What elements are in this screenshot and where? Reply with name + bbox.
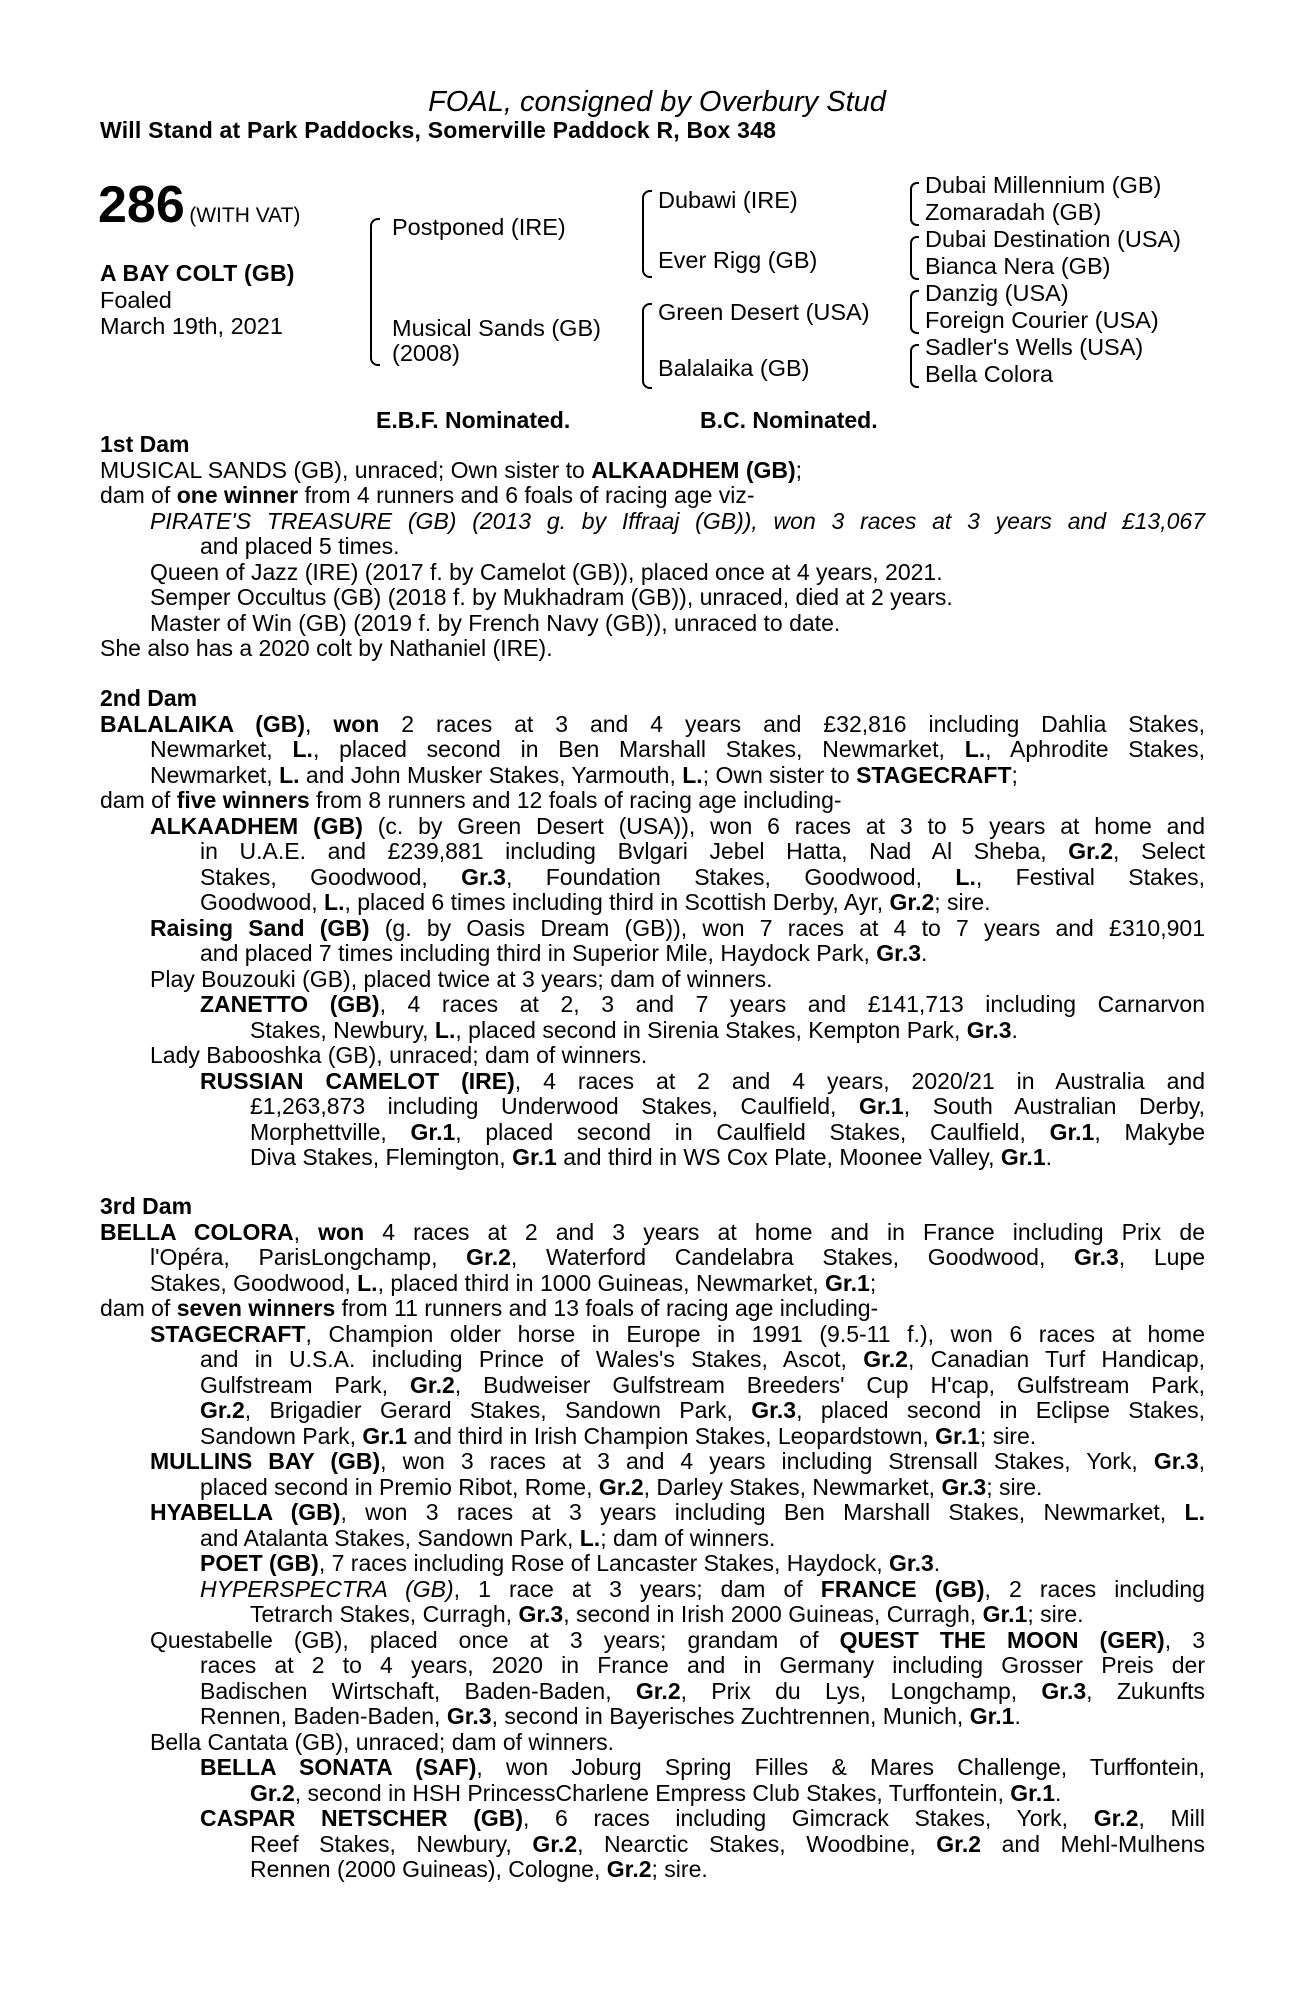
first-dam-line: She also has a 2020 colt by Nathaniel (IRE). <box>100 635 553 661</box>
second-dam-line: and placed 7 times including third in Superior Mile, Haydock Park, Gr.3. <box>200 940 928 966</box>
first-dam-section <box>100 432 1205 662</box>
ggp-brace-3 <box>910 290 919 334</box>
ggp-brace-4 <box>910 344 919 388</box>
third-dam-line: races at 2 to 4 years, 2020 in France and in Germany including Grosser Preis der <box>200 1652 1205 1678</box>
second-dam-line: Goodwood, L., placed 6 times including third in Scottish Derby, Ayr, Gr.2; sire. <box>200 889 991 915</box>
ggp-4: Bianca Nera (GB) <box>925 253 1111 279</box>
third-dam-line: Gr.2, second in HSH PrincessCharlene Empress Club Stakes, Turffontein, Gr.1. <box>250 1779 1062 1806</box>
second-dam-line: dam of five winners from 8 runners and 12 foals of racing age including- <box>100 787 842 813</box>
lot-number: 286 <box>98 176 185 234</box>
location-line: Will Stand at Park Paddocks, Somerville Paddock R, Box 348 <box>100 117 777 143</box>
third-dam-line: and in U.S.A. including Prince of Wales's Stakes, Ascot, Gr.2, Canadian Turf Handicap, <box>200 1346 1205 1372</box>
pedigree-brace-main <box>370 218 380 366</box>
third-dam-heading: 3rd Dam <box>100 1193 193 1219</box>
second-dam-heading: 2nd Dam <box>100 685 198 711</box>
third-dam-line: Questabelle (GB), placed once at 3 years; grandam of QUEST THE MOON (GER), 3 <box>150 1626 1205 1653</box>
third-dam-line: l'Opéra, ParisLongchamp, Gr.2, Waterford Candelabra Stakes, Goodwood, Gr.3, Lupe <box>150 1244 1205 1270</box>
second-dam-line: Newmarket, L. and John Musker Stakes, Yarmouth, L.; Own sister to STAGECRAFT; <box>150 761 1018 788</box>
first-dam-line: dam of one winner from 4 runners and 6 foals of racing age viz- <box>100 482 755 508</box>
ggp-7: Sadler's Wells (USA) <box>925 334 1144 360</box>
third-dam-line: Sandown Park, Gr.1 and third in Irish Champion Stakes, Leopardstown, Gr.1; sire. <box>200 1422 1037 1449</box>
third-dam-line: HYABELLA (GB), won 3 races at 3 years including Ben Marshall Stakes, Newmarket, L. <box>150 1499 1205 1525</box>
ggp-brace-1 <box>910 182 919 226</box>
second-dam-line: ALKAADHEM (GB) (c. by Green Desert (USA)), won 6 races at 3 to 5 years at home and <box>150 812 1205 839</box>
second-dam-line: in U.A.E. and £239,881 including Bvlgari Jebel Hatta, Nad Al Sheba, Gr.2, Select <box>200 838 1205 864</box>
sire-brace <box>642 190 652 278</box>
second-dam-line: Morphettville, Gr.1, placed second in Caulfield Stakes, Caulfield, Gr.1, Makybe <box>250 1118 1205 1145</box>
second-dam-line: £1,263,873 including Underwood Stakes, Caulfield, Gr.1, South Australian Derby, <box>250 1093 1205 1119</box>
third-dam-line: Gulfstream Park, Gr.2, Budweiser Gulfstream Breeders' Cup H'cap, Gulfstream Park, <box>200 1371 1205 1398</box>
third-dam-line: and Atalanta Stakes, Sandown Park, L.; dam of winners. <box>200 1524 776 1551</box>
third-dam-line: placed second in Premio Ribot, Rome, Gr.2, Darley Stakes, Newmarket, Gr.3; sire. <box>200 1473 1043 1500</box>
second-dam-line: Raising Sand (GB) (g. by Oasis Dream (GB)), won 7 races at 4 to 7 years and £310,901 <box>150 914 1205 941</box>
ggp-6: Foreign Courier (USA) <box>925 307 1159 333</box>
second-dam-line: BALALAIKA (GB), won 2 races at 3 and 4 years and £32,816 including Dahlia Stakes, <box>100 710 1205 737</box>
dam-dam: Balalaika (GB) <box>658 355 810 381</box>
third-dam-line: MULLINS BAY (GB), won 3 races at 3 and 4 years including Strensall Stakes, York, Gr.3, <box>150 1448 1206 1474</box>
third-dam-line: BELLA COLORA, won 4 races at 2 and 3 years at home and in France including Prix de <box>100 1218 1206 1245</box>
third-dam-line: Rennen, Baden-Baden, Gr.3, second in Bayerisches Zuchtrennen, Munich, Gr.1. <box>200 1703 1021 1729</box>
ggp-3: Dubai Destination (USA) <box>925 226 1181 252</box>
first-dam-line: Queen of Jazz (IRE) (2017 f. by Camelot (GB)), placed once at 4 years, 2021. <box>150 558 943 585</box>
second-dam-line: ZANETTO (GB), 4 races at 2, 3 and 7 years and £141,713 including Carnarvon <box>200 991 1205 1017</box>
dam-brace <box>642 303 652 389</box>
first-dam-line: and placed 5 times. <box>200 533 400 559</box>
foaled-date: March 19th, 2021 <box>100 313 283 339</box>
ggp-1: Dubai Millennium (GB) <box>925 172 1162 198</box>
second-dam-line: Newmarket, L., placed second in Ben Marshall Stakes, Newmarket, L., Aphrodite Stakes, <box>150 736 1205 762</box>
ggp-5: Danzig (USA) <box>925 280 1069 306</box>
second-dam-line: Play Bouzouki (GB), placed twice at 3 years; dam of winners. <box>150 965 773 992</box>
sire-sire: Dubawi (IRE) <box>658 187 798 213</box>
third-dam-line: dam of seven winners from 11 runners and 13 foals of racing age including- <box>100 1295 879 1321</box>
third-dam-line: Tetrarch Stakes, Curragh, Gr.3, second in Irish 2000 Guineas, Curragh, Gr.1; sire. <box>250 1601 1084 1627</box>
third-dam-section <box>100 1194 1205 1883</box>
first-dam-line: Master of Win (GB) (2019 f. by French Navy (GB)), unraced to date. <box>150 609 841 636</box>
second-dam-line: Stakes, Newbury, L., placed second in Sirenia Stakes, Kempton Park, Gr.3. <box>250 1016 1018 1043</box>
ggp-8: Bella Colora <box>925 361 1054 387</box>
third-dam-line: CASPAR NETSCHER (GB), 6 races including Gimcrack Stakes, York, Gr.2, Mill <box>200 1805 1205 1831</box>
first-dam-heading: 1st Dam <box>100 431 190 457</box>
bc-nominated: B.C. Nominated. <box>700 407 878 433</box>
sire-dam: Ever Rigg (GB) <box>658 247 818 273</box>
third-dam-line: Gr.2, Brigadier Gerard Stakes, Sandown Park, Gr.3, placed second in Eclipse Stakes, <box>200 1397 1205 1423</box>
consignor-line: FOAL, consigned by Overbury Stud <box>428 86 886 118</box>
lot-number-block <box>98 175 300 235</box>
first-dam-line: MUSICAL SANDS (GB), unraced; Own sister to ALKAADHEM (GB); <box>100 456 803 483</box>
third-dam-line: STAGECRAFT, Champion older horse in Europe in 1991 (9.5-11 f.), won 6 races at home <box>150 1320 1205 1347</box>
dam-year: (2008) <box>392 340 460 366</box>
third-dam-line: POET (GB), 7 races including Rose of Lancaster Stakes, Haydock, Gr.3. <box>200 1550 941 1576</box>
dam-sire: Green Desert (USA) <box>658 299 870 325</box>
dam-name: Musical Sands (GB) <box>392 315 601 341</box>
third-dam-line: Rennen (2000 Guineas), Cologne, Gr.2; sire. <box>250 1856 708 1882</box>
ggp-brace-2 <box>910 236 919 280</box>
first-dam-line: Semper Occultus (GB) (2018 f. by Mukhadram (GB)), unraced, died at 2 years. <box>150 584 953 610</box>
foaled-label: Foaled <box>100 287 172 313</box>
second-dam-section <box>100 686 1205 1171</box>
first-dam-line: PIRATE'S TREASURE (GB) (2013 g. by Iffraaj (GB)), won 3 races at 3 years and £13,067 <box>150 507 1205 534</box>
third-dam-line: Bella Cantata (GB), unraced; dam of winners. <box>150 1728 615 1755</box>
lot-description: A BAY COLT (GB) <box>100 260 295 286</box>
second-dam-line: Lady Babooshka (GB), unraced; dam of winners. <box>150 1042 648 1068</box>
third-dam-line: Stakes, Goodwood, L., placed third in 1000 Guineas, Newmarket, Gr.1; <box>150 1269 877 1296</box>
ggp-2: Zomaradah (GB) <box>925 199 1102 225</box>
second-dam-line: Stakes, Goodwood, Gr.3, Foundation Stakes, Goodwood, L., Festival Stakes, <box>200 863 1206 890</box>
vat-label: (WITH VAT) <box>189 204 301 227</box>
third-dam-line: Reef Stakes, Newbury, Gr.2, Nearctic Stakes, Woodbine, Gr.2 and Mehl-Mulhens <box>250 1830 1205 1857</box>
third-dam-line: Badischen Wirtschaft, Baden-Baden, Gr.2, Prix du Lys, Longchamp, Gr.3, Zukunfts <box>200 1677 1206 1704</box>
ebf-nominated: E.B.F. Nominated. <box>376 407 571 433</box>
third-dam-line: HYPERSPECTRA (GB), 1 race at 3 years; dam of FRANCE (GB), 2 races including <box>200 1575 1205 1602</box>
third-dam-line: BELLA SONATA (SAF), won Joburg Spring Filles & Mares Challenge, Turffontein, <box>200 1754 1205 1780</box>
sire-name: Postponed (IRE) <box>392 214 566 240</box>
second-dam-line: Diva Stakes, Flemington, Gr.1 and third in WS Cox Plate, Moonee Valley, Gr.1. <box>250 1144 1053 1170</box>
second-dam-line: RUSSIAN CAMELOT (IRE), 4 races at 2 and 4 years, 2020/21 in Australia and <box>200 1067 1205 1094</box>
